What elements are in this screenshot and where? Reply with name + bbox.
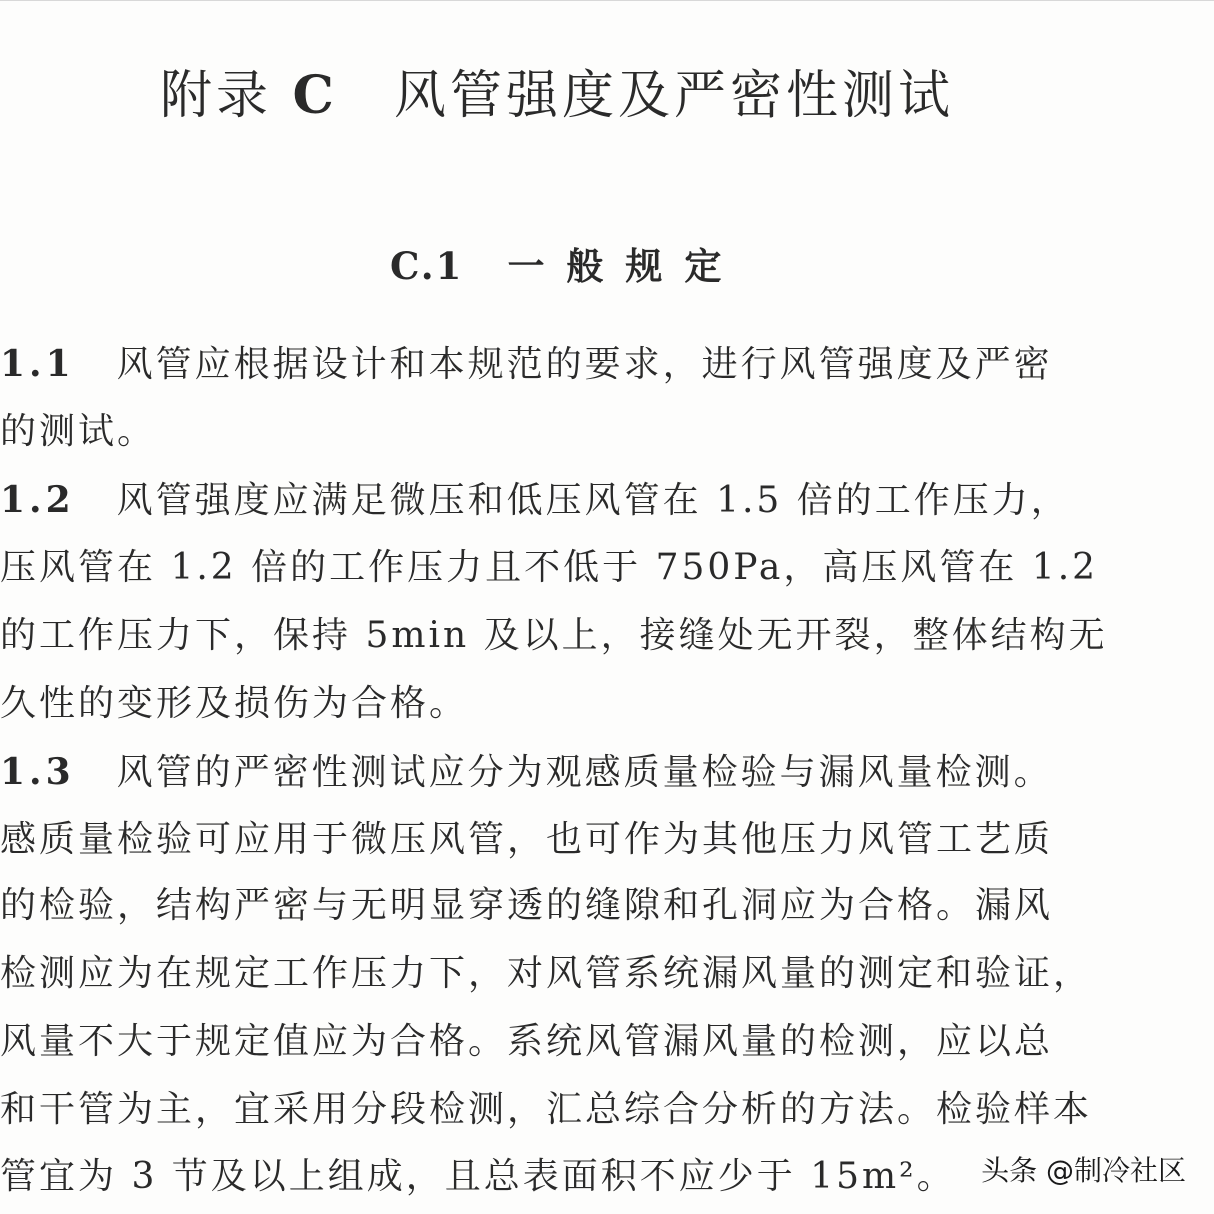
clause-text: 的检验，结构严密与无明显穿透的缝隙和孔洞应为合格。漏风	[0, 885, 1054, 926]
clause-1-1-line-1	[0, 342, 1053, 387]
top-border	[0, 0, 1214, 1]
clause-text: 风管应根据设计和本规范的要求，进行风管强度及严密	[116, 344, 1053, 385]
appendix-letter: C	[292, 65, 338, 126]
clause-text: 管宜为 3 节及以上组成，且总表面积不应少于 15m²。	[0, 1156, 956, 1197]
clause-1-3-line-7	[0, 1155, 956, 1199]
clause-number: 1.2	[0, 479, 75, 521]
clause-1-2-line-2	[0, 546, 1098, 590]
clause-1-2-line-3	[0, 614, 1108, 658]
clause-1-2-line-4	[0, 682, 468, 726]
clause-1-3-line-4	[0, 952, 1092, 996]
section-number: C.1	[390, 244, 464, 288]
clause-text: 的工作压力下，保持 5min 及以上，接缝处无开裂，整体结构无	[0, 615, 1108, 656]
section-title: 一般规定	[507, 244, 744, 288]
clause-1-2-line-1	[0, 478, 1070, 523]
section-heading	[390, 244, 743, 288]
clause-text: 感质量检验可应用于微压风管，也可作为其他压力风管工艺质	[0, 819, 1054, 860]
clause-text: 久性的变形及损伤为合格。	[0, 683, 469, 724]
clause-text: 风管的严密性测试应分为观感质量检验与漏风量检测。	[116, 752, 1053, 793]
clause-text: 检测应为在规定工作压力下，对风管系统漏风量的测定和验证，	[0, 953, 1093, 994]
appendix-prefix: 附录	[160, 66, 273, 126]
clause-1-1-line-2	[0, 410, 156, 454]
clause-number: 1.1	[0, 343, 75, 385]
clause-1-3-line-6	[0, 1088, 1092, 1132]
clause-1-3-line-1	[0, 750, 1053, 795]
clause-1-3-line-3	[0, 884, 1053, 928]
clause-text: 风量不大于规定值应为合格。系统风管漏风量的检测，应以总	[0, 1021, 1054, 1062]
clause-number: 1.3	[0, 751, 75, 793]
clause-text: 风管强度应满足微压和低压风管在 1.5 倍的工作压力，	[116, 480, 1070, 521]
appendix-title	[160, 64, 954, 128]
clause-text: 压风管在 1.2 倍的工作压力且不低于 750Pa，高压风管在 1.2	[0, 547, 1099, 588]
clause-text: 的测试。	[0, 411, 157, 452]
clause-text: 和干管为主，宜采用分段检测，汇总综合分析的方法。检验样本	[0, 1089, 1093, 1130]
clause-1-3-line-2	[0, 818, 1053, 862]
appendix-title-text: 风管强度及严密性测试	[393, 66, 954, 126]
clause-1-3-line-5	[0, 1020, 1053, 1064]
source-watermark: 头条 @制冷社区	[981, 1154, 1186, 1187]
